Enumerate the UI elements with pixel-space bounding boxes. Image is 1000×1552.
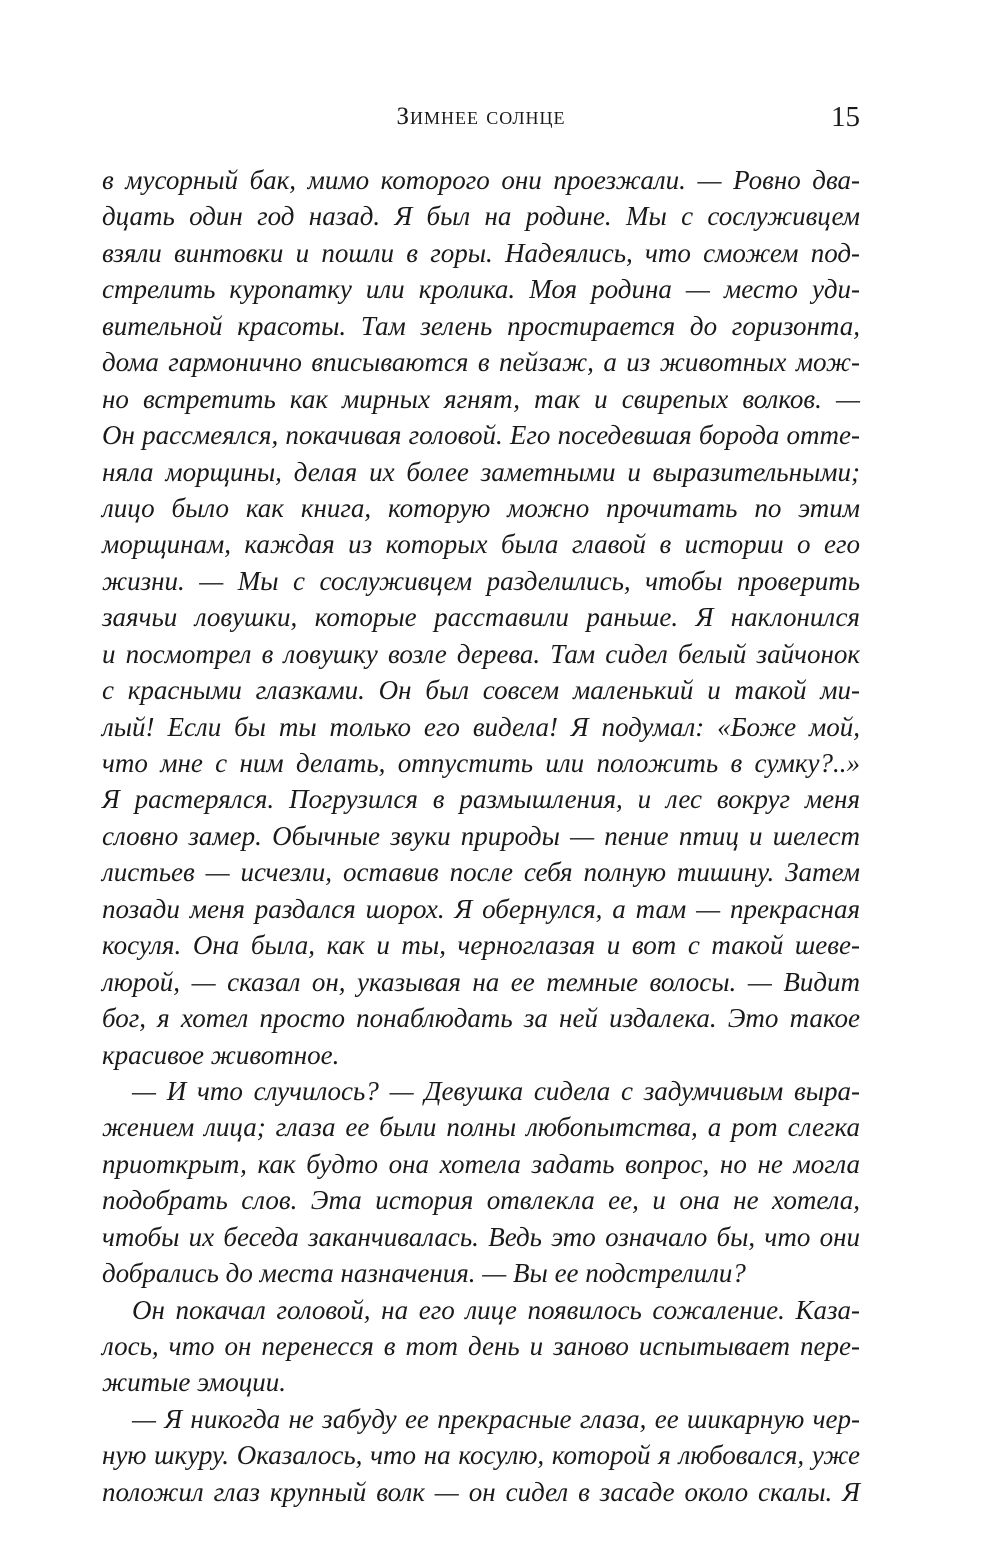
text-line: с красными глазками. Он был совсем маленький и такой ми-: [102, 675, 860, 706]
text-line: листьев — исчезли, оставив после себя полную тишину. Затем: [102, 857, 860, 888]
text-line: Я растерялся. Погрузился в размышления, и лес вокруг меня: [102, 784, 860, 815]
text-line: положил глаз крупный волк — он сидел в засаде около скалы. Я: [102, 1476, 860, 1507]
text-line: что мне с ним делать, отпустить или положить в сумку?..»: [102, 748, 860, 778]
running-head: [102, 103, 860, 143]
text-line: словно замер. Обычные звуки природы — пение птиц и шелест: [102, 820, 860, 851]
text-line: приоткрыт, как будто она хотела задать вопрос, но не могла: [102, 1148, 860, 1179]
text-line: жизни. — Мы с сослуживцем разделились, чтобы проверить: [102, 565, 860, 596]
text-line: лось, что он перенесся в тот день и заново испытывает пере-: [102, 1331, 860, 1361]
text-line: няла морщины, делая их более заметными и выразительными;: [102, 456, 860, 487]
text-line: в мусорный бак, мимо которого они проезжали. — Ровно два-: [102, 165, 860, 195]
text-line: бог, я хотел просто понаблюдать за ней издалека. Это такое: [102, 1003, 860, 1034]
text-line: морщинам, каждая из которых была главой в истории о его: [102, 529, 860, 560]
text-line: вительной красоты. Там зелень простирается до горизонта,: [102, 310, 860, 341]
body-text: [102, 162, 860, 1510]
text-line: — И что случилось? — Девушка сидела с задумчивым выра-: [132, 1075, 860, 1106]
text-line: но встретить как мирных ягнят, так и свирепых волков. —: [102, 383, 860, 414]
text-line: Он покачал головой, на его лице появилось сожаление. Каза-: [132, 1294, 860, 1325]
text-line: и посмотрел в ловушку возле дерева. Там сидел белый зайчонок: [102, 638, 860, 669]
text-line: ную шкуру. Оказалось, что на косулю, которой я любовался, уже: [102, 1440, 860, 1471]
text-line: позади меня раздался шорох. Я обернулся, а там — прекрасная: [102, 893, 860, 924]
text-line: косуля. Она была, как и ты, черноглазая и вот с такой шеве-: [102, 930, 860, 961]
text-line: Он рассмеялся, покачивая головой. Его поседевшая борода отте-: [102, 420, 860, 451]
text-line: житые эмоции.: [102, 1367, 286, 1398]
text-line: люрой, — сказал он, указывая на ее темные волосы. — Видит: [102, 966, 860, 997]
text-line: лицо было как книга, которую можно прочитать по этим: [102, 492, 860, 523]
text-line: чтобы их беседа заканчивалась. Ведь это означало бы, что они: [102, 1221, 860, 1252]
text-line: взяли винтовки и пошли в горы. Надеялись, что сможем под-: [102, 237, 860, 268]
text-line: жением лица; глаза ее были полны любопытства, а рот слегка: [102, 1112, 860, 1143]
text-line: стрелить куропатку или кролика. Моя родина — место уди-: [102, 274, 860, 305]
text-line: — Я никогда не забуду ее прекрасные глаза, ее шикарную чер-: [132, 1403, 860, 1434]
text-line: подобрать слов. Эта история отвлекла ее, и она не хотела,: [102, 1185, 860, 1216]
page-number: 15: [831, 101, 860, 133]
text-line: дцать один год назад. Я был на родине. Мы с сослуживцем: [102, 201, 860, 232]
running-title: Зимнее солнце: [396, 103, 566, 130]
text-line: красивое животное.: [102, 1039, 340, 1070]
text-line: добрались до места назначения. — Вы ее подстрелили?: [102, 1258, 746, 1289]
text-line: заячьи ловушки, которые расставили раньше. Я наклонился: [102, 602, 860, 633]
text-line: дома гармонично вписываются в пейзаж, а из животных мож-: [102, 347, 860, 378]
text-line: лый! Если бы ты только его видела! Я подумал: «Боже мой,: [102, 711, 860, 742]
